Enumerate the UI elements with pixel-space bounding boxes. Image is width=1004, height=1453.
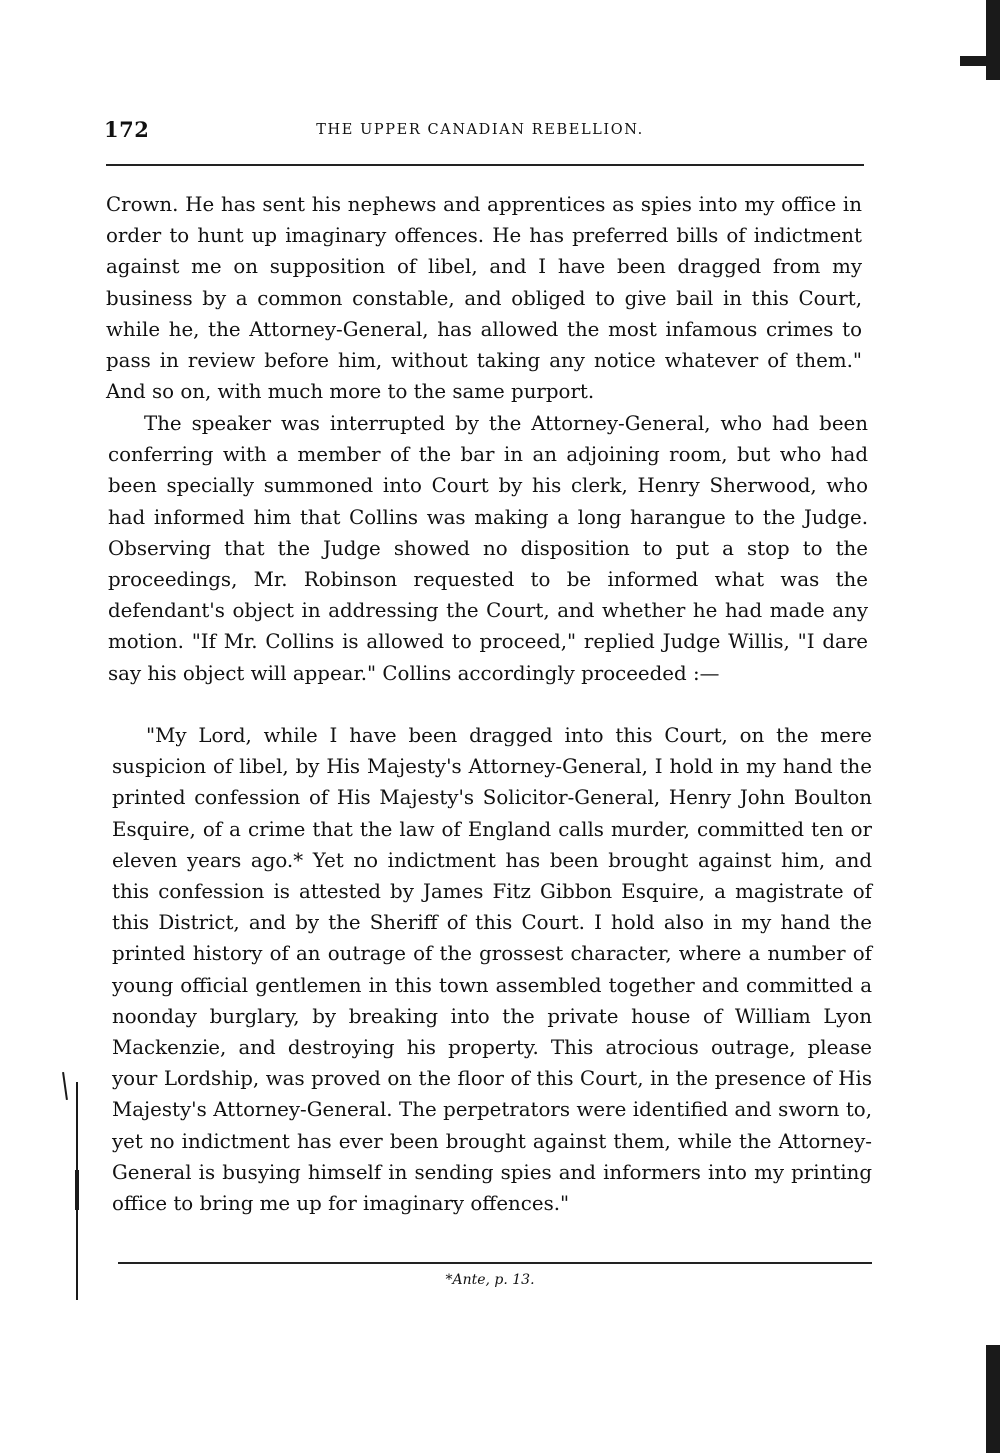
footnote-rule: [118, 1262, 872, 1264]
footnote: *Ante, p. 13.: [445, 1272, 535, 1288]
running-title: THE UPPER CANADIAN REBELLION.: [316, 122, 644, 138]
body-paragraph-2: The speaker was interrupted by the Attorney-General, who had been conferring with a member of the bar in an adjoining room, but who had been specially summoned into Court by his clerk, Henry Sherwood, who had informed him that Collins was making a long harangue to the Judge. Observing that the Judge showed no disposition to put a stop to the proceedings, Mr. Robinson requested to be informed what was the defendant's object in addressing the Court, and whether he had made any motion. "If Mr. Collins is allowed to proceed," replied Judge Willis, "I dare say his object will appear." Collins accordingly proceeded :—: [108, 412, 868, 685]
body-paragraph-1: Crown. He has sent his nephews and apprentices as spies into my office in order to hunt up imaginary offences. He has preferred bills of indictment against me on supposition of libel, and I have been dragged from my business by a common constable, and obliged to give bail in this Court, while he, the Attorney-General, has allowed the most infamous crimes to pass in review before him, without taking any notice whatever of them." And so on, with much more to the same purport.: [106, 193, 862, 404]
scan-edge-mark-bottom: [986, 1345, 1000, 1453]
body-paragraph-3: "My Lord, while I have been dragged into this Court, on the mere suspicion of libel, by His Majesty's Attorney-General, I hold in my hand the printed confession of His Majesty's Solicitor-General, Henry John Boulton Esquire, of a crime that the law of England calls murder, committed ten or eleven years ago.* Yet no indictment has been brought against him, and this confession is attested by James Fitz Gibbon Esquire, a magistrate of this District, and by the Sheriff of this Court. I hold also in my hand the printed history of an outrage of the grossest character, where a number of young official gentlemen in this town assembled together and committed a noonday burglary, by breaking into the private house of William Lyon Mackenzie, and destroying his property. This atrocious outrage, please your Lordship, was proved on the floor of this Court, in the presence of His Majesty's Attorney-General. The perpetrators were identified and sworn to, yet no indictment has ever been brought against them, while the Attorney-General is busying himself in sending spies and informers into my printing office to bring me up for imaginary offences.": [112, 724, 872, 1216]
header-rule: [106, 164, 864, 166]
scan-edge-mark-top-bar: [960, 56, 1000, 66]
margin-pencil-mark: [62, 1072, 68, 1100]
page-number: 172: [104, 117, 150, 142]
scan-edge-mark-top: [986, 0, 1000, 80]
margin-line-thick-mark: [75, 1170, 79, 1210]
